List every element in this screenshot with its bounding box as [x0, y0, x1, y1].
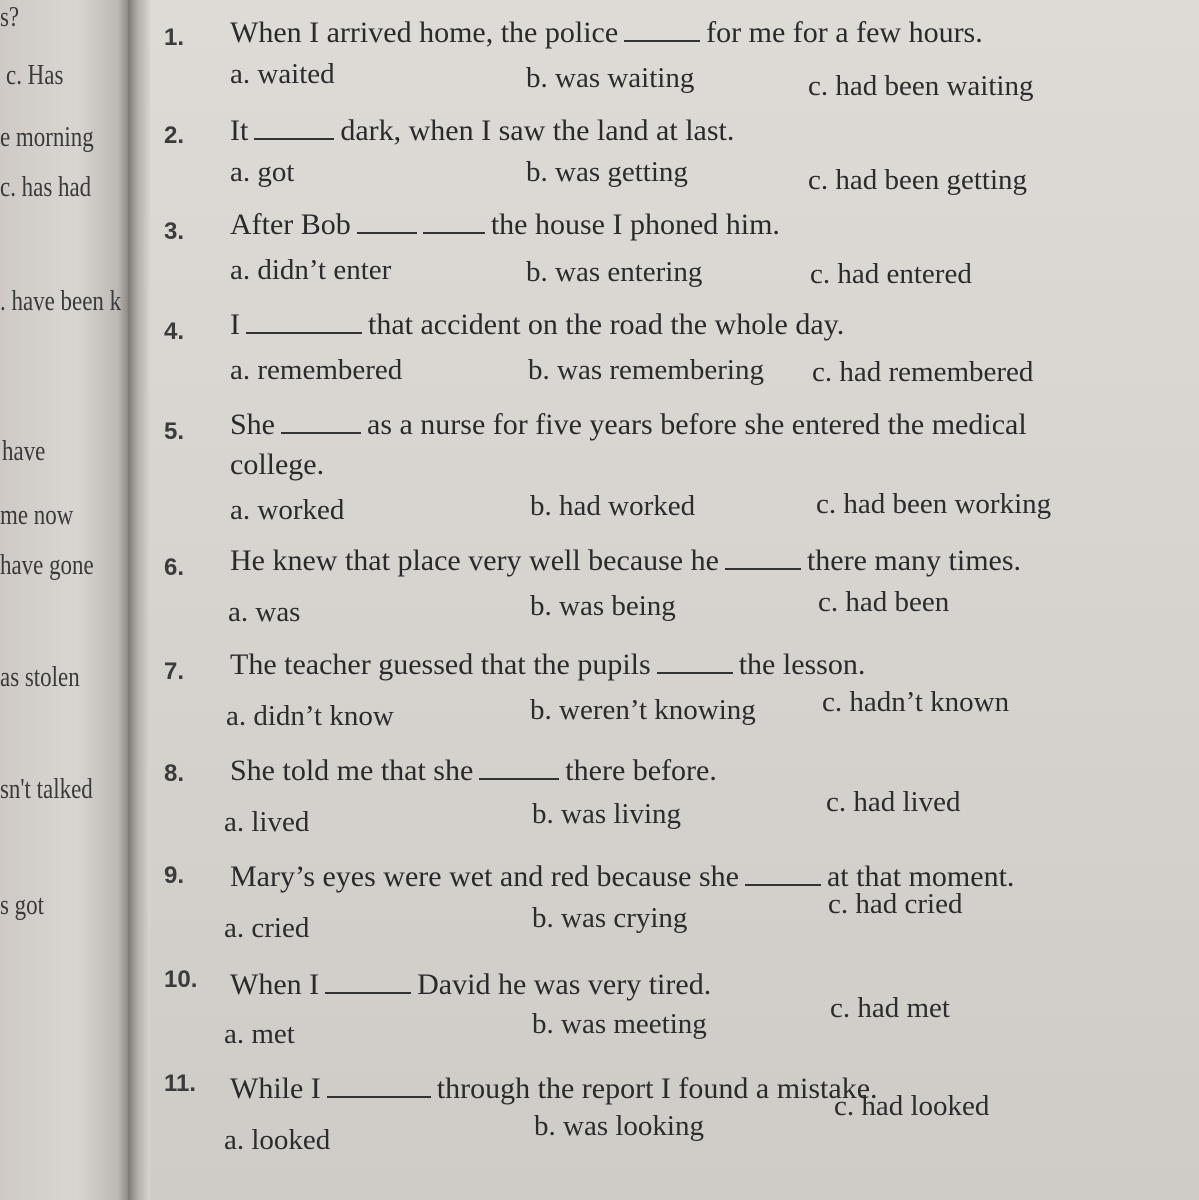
- option-b: b. was crying: [532, 902, 688, 934]
- question-number: 6.: [164, 554, 185, 581]
- left-fragment: have: [2, 436, 46, 467]
- option-b: b. weren’t knowing: [530, 694, 756, 726]
- option-a: a. waited: [230, 58, 335, 90]
- question-text: When I David he was very tired.: [230, 968, 712, 1001]
- option-c: c. had been working: [816, 488, 1052, 520]
- option-c: c. had been: [818, 586, 950, 618]
- answer-blank: [745, 862, 821, 886]
- question-number: 7.: [164, 658, 185, 685]
- left-fragment: sn't talked: [0, 774, 93, 805]
- question-number: 1.: [164, 24, 185, 51]
- option-c: c. had been waiting: [808, 70, 1034, 102]
- question-text: When I arrived home, the police for me for a few hours.: [230, 16, 983, 49]
- option-c: c. had remembered: [812, 356, 1034, 388]
- left-page: [0, 0, 128, 1200]
- left-fragment: me now: [0, 500, 74, 531]
- question-number: 2.: [164, 122, 185, 149]
- option-b: b. was getting: [526, 156, 688, 188]
- option-a: a. lived: [224, 806, 310, 838]
- answer-blank: [246, 310, 362, 334]
- answer-blank: [357, 210, 417, 234]
- option-b: b. was waiting: [526, 62, 695, 94]
- option-a: a. remembered: [230, 354, 403, 386]
- answer-blank: [325, 970, 411, 994]
- left-fragment: e morning: [0, 122, 94, 153]
- option-b: b. was living: [532, 798, 682, 830]
- option-c: c. had met: [830, 992, 950, 1024]
- left-fragment: have gone: [0, 550, 94, 581]
- question-text-continued: college.: [230, 448, 325, 481]
- question-number: 11.: [164, 1070, 197, 1097]
- answer-blank: [281, 410, 361, 434]
- option-b: b. had worked: [530, 490, 696, 522]
- answer-blank: [479, 756, 559, 780]
- answer-blank: [254, 116, 334, 140]
- question-number: 3.: [164, 218, 185, 245]
- question-text: Mary’s eyes were wet and red because she at that moment.: [230, 860, 1015, 893]
- question-text: It dark, when I saw the land at last.: [230, 114, 735, 147]
- answer-blank: [725, 546, 801, 570]
- left-fragment: s got: [0, 890, 45, 921]
- option-a: a. was: [228, 596, 301, 628]
- left-fragment: as stolen: [0, 662, 80, 693]
- question-number: 9.: [164, 862, 185, 889]
- left-fragment: . have been k: [0, 286, 122, 317]
- option-a: a. met: [224, 1018, 295, 1050]
- left-fragment: c. has had: [0, 172, 92, 203]
- option-b: b. was meeting: [532, 1008, 707, 1040]
- question-text: She told me that she there before.: [230, 754, 717, 787]
- question-text: The teacher guessed that the pupils the lesson.: [230, 648, 866, 681]
- question-text: While I through the report I found a mistake.: [230, 1072, 878, 1105]
- question-text: I that accident on the road the whole day.: [230, 308, 845, 341]
- option-c: c. had been getting: [808, 164, 1028, 196]
- exercise-page: [150, 0, 1199, 1200]
- option-b: b. was remembering: [528, 354, 764, 386]
- question-text: After Bob the house I phoned him.: [230, 208, 780, 241]
- book-gutter: [128, 0, 150, 1200]
- answer-blank: [657, 650, 733, 674]
- answer-blank: [624, 18, 700, 42]
- option-a: a. worked: [230, 494, 345, 526]
- question-number: 10.: [164, 966, 198, 993]
- option-b: b. was being: [530, 590, 676, 622]
- answer-blank: [423, 210, 485, 234]
- option-c: c. hadn’t known: [822, 686, 1010, 718]
- option-a: a. didn’t know: [226, 700, 394, 732]
- question-number: 4.: [164, 318, 185, 345]
- option-c: c. had cried: [828, 888, 963, 920]
- answer-blank: [327, 1074, 431, 1098]
- option-a: a. looked: [224, 1124, 331, 1156]
- option-a: a. didn’t enter: [230, 254, 392, 286]
- option-c: c. had looked: [834, 1090, 990, 1122]
- question-text: She as a nurse for five years before she entered the medical: [230, 408, 1027, 441]
- option-b: b. was looking: [534, 1110, 704, 1142]
- option-c: c. had entered: [810, 258, 972, 290]
- option-b: b. was entering: [526, 256, 703, 288]
- left-fragment: s?: [0, 2, 20, 33]
- option-c: c. had lived: [826, 786, 961, 818]
- option-a: a. cried: [224, 912, 310, 944]
- question-number: 5.: [164, 418, 185, 445]
- question-number: 8.: [164, 760, 185, 787]
- option-a: a. got: [230, 156, 295, 188]
- question-text: He knew that place very well because he there many times.: [230, 544, 1022, 577]
- left-fragment: c. Has: [6, 60, 64, 91]
